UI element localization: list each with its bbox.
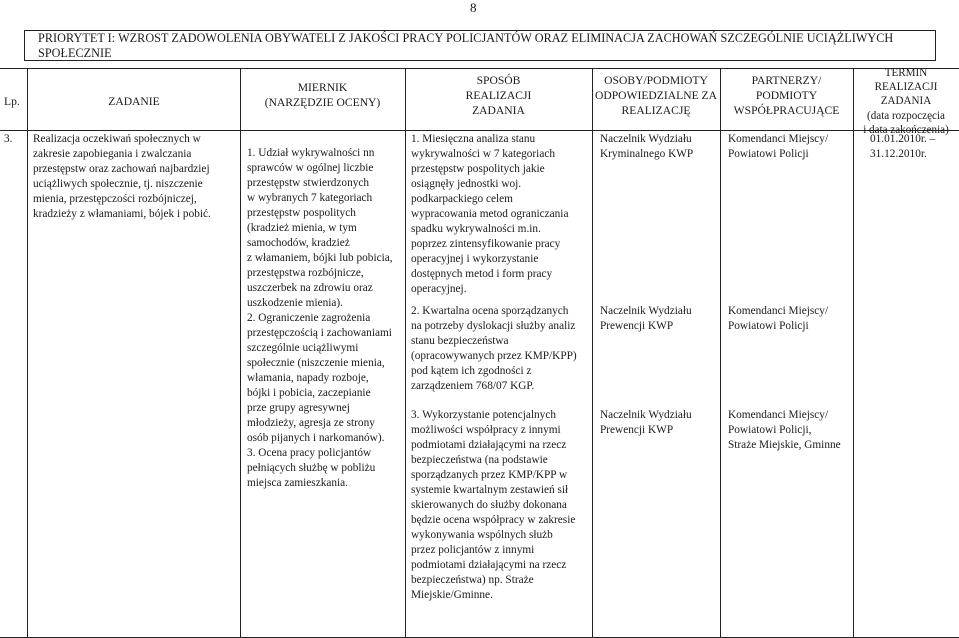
header-zadanie: ZADANIE — [108, 95, 160, 108]
header-partnerzy: PARTNERZY/ PODMIOTY WSPÓŁPRACUJĄCE — [733, 74, 840, 117]
row-miernik: 1. Udział wykrywalności nn sprawców w ogólnej liczbie przestępstw stwierdzonych w wybranych 7 kategoriach przestępstw pospolitych (kradzież mienia, w tym samochodów, kradzież z włamaniem, bójki lub pobicia, przestępstwa rozbójnicze, uszczerbek na zdrowiu oraz uszkodzenie mienia). 2. Ograniczenie zagrożenia przestępczością i zachowaniami szczególnie uciążliwymi społecznie (niszczenie mienia, włamania, napady rozboje, bójki i pobicia, zaczepianie prze grupy agresywnej młodzieży, agresja ze strony osób pijanych i narkomanów). 3. Ocena pracy policjantów pełniących służbę w pobliżu miejsca zamieszkania. — [247, 147, 393, 489]
col-divider-sposob — [592, 68, 593, 638]
row-partnerzy-2: Komendanci Miejscy/ Powiatowi Policji — [728, 305, 829, 332]
priority-banner — [24, 30, 936, 61]
header-sposob: SPOSÓB REALIZACJI ZADANIA — [465, 74, 532, 117]
header-termin: TERMIN REALIZACJI ZADANIA (data rozpoczęcia i data zakończenia) — [863, 67, 949, 136]
row-zadanie: Realizacja oczekiwań społecznych w zakresie zapobiegania i zwalczania przestępstw oraz zachowań najbardziej uciążliwych społecznie, tj. niszczenie mienia, przestępczości rozbójniczej, kradzieży z włamaniami, bójek i pobić. — [33, 133, 211, 220]
col-divider-partnerzy — [853, 68, 854, 638]
table-top-border — [0, 68, 959, 69]
row-sposob-1: 1. Miesięczna analiza stanu wykrywalności w 7 kategoriach przestępstw pospolitych jakie osiągnęły jednostki woj. podkarpackiego celem wypracowania metod ograniczania spadku wykrywalności m.in. poprzez zintensyfikowanie pracy operacyjnej i wykorzystanie dostępnych metod i form pracy operacyjnej. — [411, 133, 569, 295]
row-partnerzy-3: Komendanci Miejscy/ Powiatowi Policji, Straże Miejskie, Gminne — [728, 409, 841, 451]
row-sposob-3: 3. Wykorzystanie potencjalnych możliwości współpracy z innymi podmiotami działającymi na rzecz bezpieczeństwa (na podstawie sporządzanych przez KMP/KPP w systemie kwartalnym zestawień sił skierowanych do służby dokonana będzie ocena współpracy w zakresie wykonywania wspólnych służb przez policjantów z innymi podmiotami działającymi na rzecz bezpieczeństwa) np. Straże Miejskie/Gminne. — [411, 409, 576, 601]
page-number: 8 — [470, 0, 477, 15]
header-miernik: MIERNIK (NARZĘDZIE OCENY) — [264, 81, 381, 109]
header-lp: Lp. — [4, 95, 20, 108]
col-divider-miernik — [405, 68, 406, 638]
row-partnerzy-1: Komendanci Miejscy/ Powiatowi Policji — [728, 133, 829, 160]
row-osoby-3: Naczelnik Wydziału Prewencji KWP — [600, 409, 692, 436]
priority-title: PRIORYTET I: WZROST ZADOWOLENIA OBYWATELI Z JAKOŚCI PRACY POLICJANTÓW ORAZ ELIMINACJA ZACHOWAŃ SZCZEGÓLNIE UCIĄŻLIWYCH SPOŁECZNIE — [38, 30, 894, 60]
row-osoby-2: Naczelnik Wydziału Prewencji KWP — [600, 305, 692, 332]
col-divider-osoby — [720, 68, 721, 638]
row-lp: 3. — [4, 133, 13, 145]
header-bottom-border — [0, 130, 959, 131]
header-osoby: OSOBY/PODMIOTY ODPOWIEDZIALNE ZA REALIZACJĘ — [594, 74, 718, 117]
col-divider-zadanie — [240, 68, 241, 638]
row-osoby-1: Naczelnik Wydziału Kryminalnego KWP — [600, 133, 694, 160]
row-sposob-2: 2. Kwartalna ocena sporządzanych na potrzeby dyslokacji służby analiz stanu bezpieczeństwa (opracowywanych przez KMP/KPP) pod kątem ich zgodności z zarządzeniem 768/07 KGP. — [411, 305, 577, 392]
row-termin: 01.01.2010r. – 31.12.2010r. — [870, 133, 936, 160]
col-divider-lp — [27, 68, 28, 638]
